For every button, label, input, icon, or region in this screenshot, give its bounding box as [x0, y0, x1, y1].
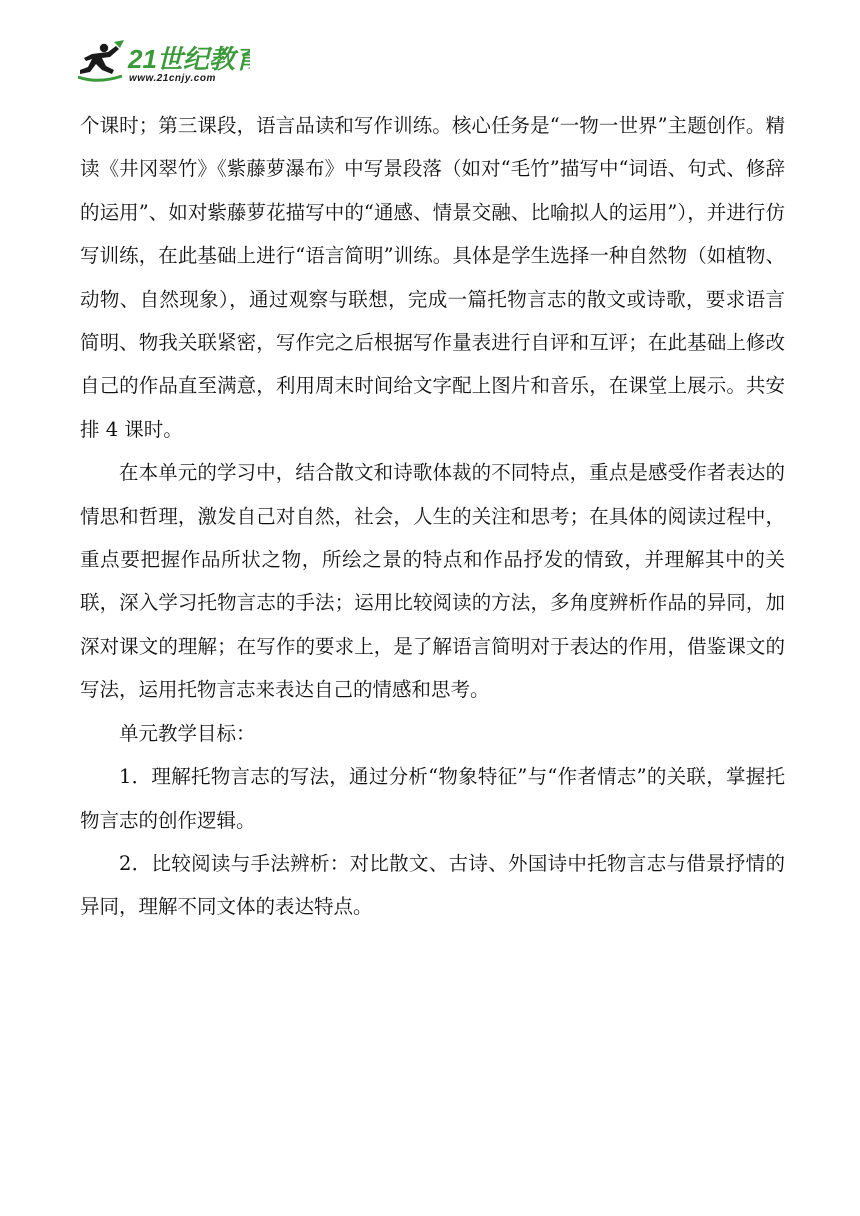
logo-text: 21世纪教育 — [128, 44, 250, 74]
runner-icon — [78, 40, 124, 80]
logo-graphic — [78, 40, 250, 84]
paragraph-4: 1．理解托物言志的写法，通过分析“物象特征”与“作者情志”的关联，掌握托物言志的创作逻辑。 — [80, 765, 785, 832]
site-logo — [78, 40, 250, 84]
paragraph-1: 个课时；第三课段，语言品读和写作训练。核心任务是“一物一世界”主题创作。精读《井冈翠竹》《紫藤萝瀑布》中写景段落（如对“毛竹”描写中“词语、句式、修辞的运用”、如对紫藤萝花描写中的“通感、情景交融、比喻拟人的运用”），并进行仿写训练，在此基础上进行“语言简明”训练。具体是学生选择一种自然物（如植物、动物、自然现象），通过观察与联想，完成一篇托物言志的散文或诗歌，要求语言简明、物我关联紧密，写作完之后根据写作量表进行自评和互评；在此基础上修改自己的作品直至满意，利用周末时间给文字配上图片和音乐，在课堂上展示。共安排 4 课时。 — [80, 114, 785, 441]
document-body — [80, 104, 785, 929]
paragraph-2: 在本单元的学习中，结合散文和诗歌体裁的不同特点，重点是感受作者表达的情思和哲理，激发自己对自然，社会，人生的关注和思考；在具体的阅读过程中，重点要把握作品所状之物，所绘之景的特点和作品抒发的情致，并理解其中的关联，深入学习托物言志的手法；运用比较阅读的方法，多角度辨析作品的异同，加深对课文的理解；在写作的要求上，是了解语言简明对于表达的作用，借鉴课文的写法，运用托物言志来表达自己的情感和思考。 — [80, 461, 785, 702]
paragraph-5: 2．比较阅读与手法辨析：对比散文、古诗、外国诗中托物言志与借景抒情的异同，理解不同文体的表达特点。 — [80, 851, 785, 919]
logo-url-text: www.21cnjy.com — [129, 73, 216, 84]
paragraph-3: 单元教学目标： — [119, 721, 256, 745]
